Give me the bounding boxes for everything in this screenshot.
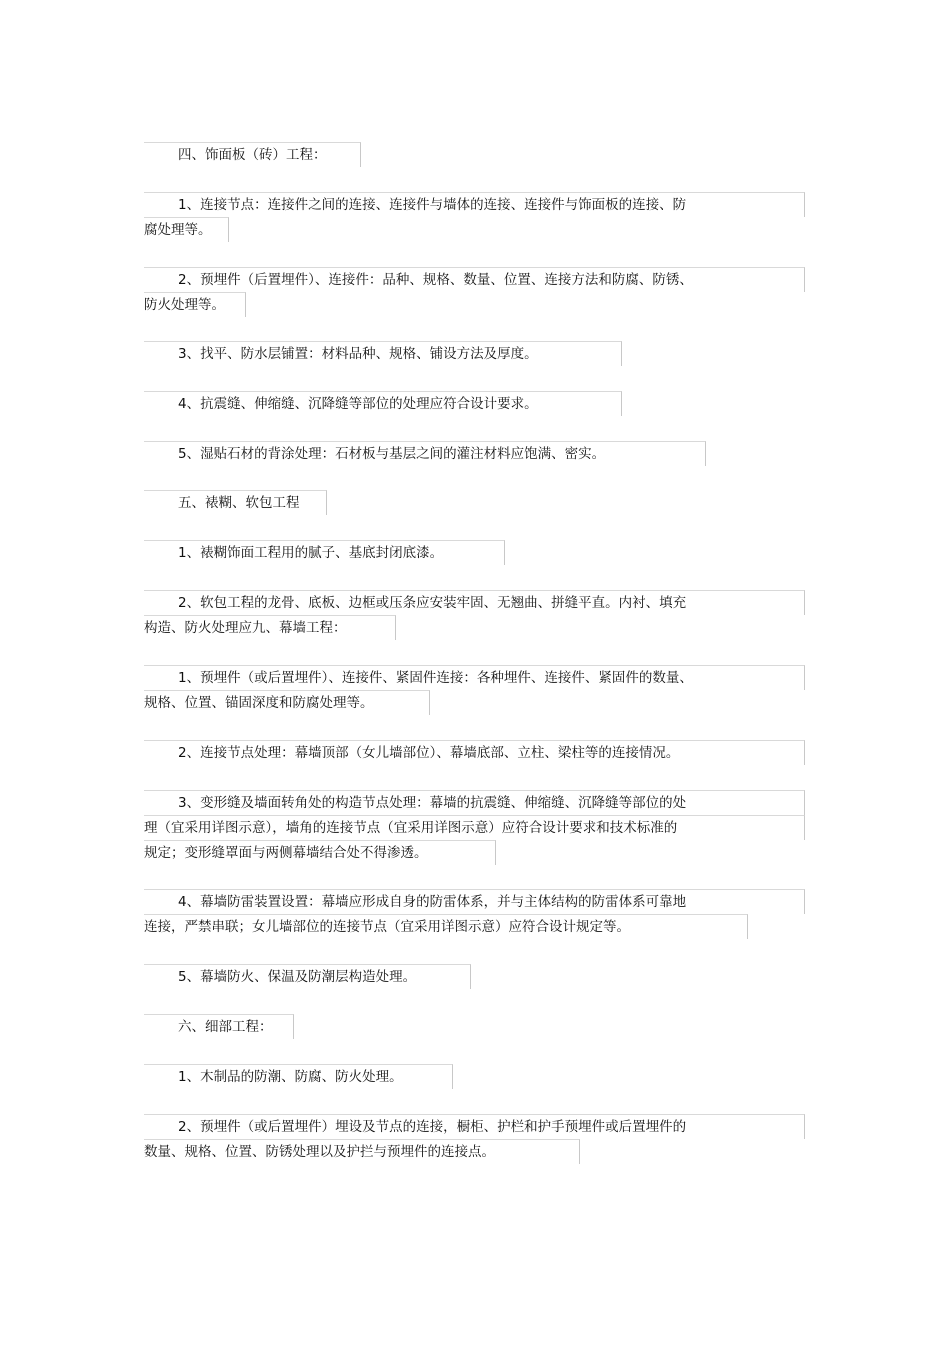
paragraph-6-1: 1、木制品的防潮、防腐、防火处理。	[144, 1064, 453, 1089]
paragraph-9-3: 3、变形缝及墙面转角处的构造节点处理：幕墙的抗震缝、伸缩缝、沉降缝等部位的处 理（宜采用详图示意），墙角的连接节点（宜采用详图示意）应符合设计要求和技术标准的 规定；变形缝罩面与两侧幕墙结合处不得渗透。	[144, 790, 805, 865]
paragraph-4-3: 3、找平、防水层铺置：材料品种、规格、铺设方法及厚度。	[144, 341, 622, 366]
paragraph-5-1: 1、裱糊饰面工程用的腻子、基底封闭底漆。	[144, 540, 505, 565]
paragraph-4-5: 5、湿贴石材的背涂处理：石材板与基层之间的灌注材料应饱满、密实。	[144, 441, 706, 466]
paragraph-4-1: 1、连接节点：连接件之间的连接、连接件与墙体的连接、连接件与饰面板的连接、防 腐处理等。	[144, 192, 805, 242]
section-heading-wallpaper: 五、裱糊、软包工程	[144, 490, 327, 515]
paragraph-4-2: 2、预埋件（后置埋件）、连接件：品种、规格、数量、位置、连接方法和防腐、防锈、 防火处理等。	[144, 267, 805, 317]
paragraph-6-2: 2、预埋件（或后置埋件）埋设及节点的连接，橱柜、护栏和护手预埋件或后置埋件的 数量、规格、位置、防锈处理以及护拦与预埋件的连接点。	[144, 1114, 805, 1164]
paragraph-9-4: 4、幕墙防雷装置设置：幕墙应形成自身的防雷体系，并与主体结构的防雷体系可靠地 连接，严禁串联；女儿墙部位的连接节点（宜采用详图示意）应符合设计规定等。	[144, 889, 805, 939]
section-heading-decorative-panels: 四、饰面板（砖）工程：	[144, 142, 361, 167]
paragraph-9-1: 1、预埋件（或后置埋件）、连接件、紧固件连接：各种埋件、连接件、紧固件的数量、 规格、位置、锚固深度和防腐处理等。	[144, 665, 805, 715]
section-heading-details: 六、细部工程：	[144, 1014, 294, 1039]
paragraph-4-4: 4、抗震缝、伸缩缝、沉降缝等部位的处理应符合设计要求。	[144, 391, 622, 416]
paragraph-9-2: 2、连接节点处理：幕墙顶部（女儿墙部位）、幕墙底部、立柱、梁柱等的连接情况。	[144, 740, 805, 765]
paragraph-9-5: 5、幕墙防火、保温及防潮层构造处理。	[144, 964, 471, 989]
paragraph-5-2: 2、软包工程的龙骨、底板、边框或压条应安装牢固、无翘曲、拼缝平直。内衬、填充 构造、防火处理应九、幕墙工程：	[144, 590, 805, 640]
